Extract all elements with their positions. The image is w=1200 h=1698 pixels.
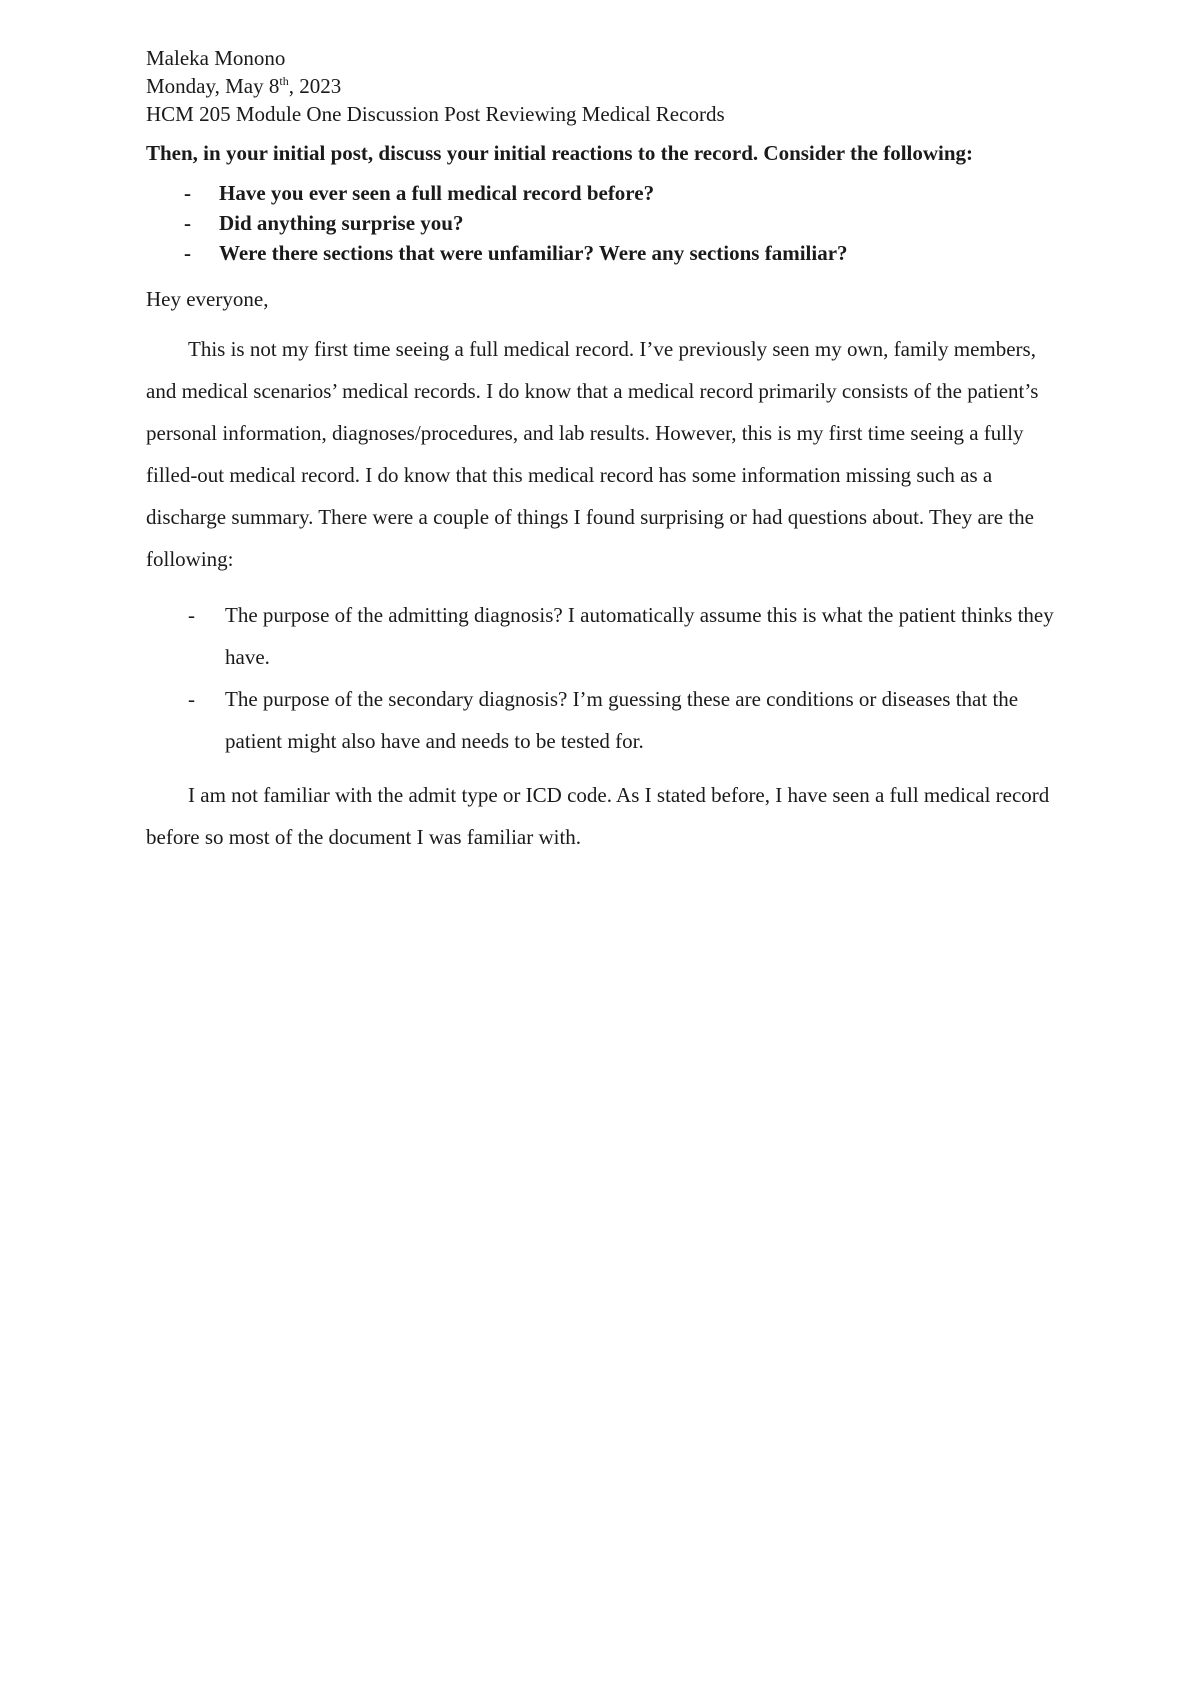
response-point (146, 594, 1066, 678)
prompt-question-text: Have you ever seen a full medical record before? (219, 181, 655, 205)
dash-bullet: - (184, 211, 191, 235)
response-point-text: The purpose of the secondary diagnosis? I’m guessing these are conditions or diseases that the patient might also have and needs to be tested for. (225, 687, 1019, 753)
document-page (146, 44, 1066, 858)
prompt-question (146, 238, 1066, 268)
dash-bullet: - (188, 687, 195, 711)
prompt-question-text: Did anything surprise you? (219, 211, 464, 235)
author-name: Maleka Monono (146, 46, 286, 70)
date-year: , 2023 (288, 74, 342, 98)
date-prefix: Monday, May 8 (146, 74, 280, 98)
prompt-question-text: Were there sections that were unfamiliar? Were any sections familiar? (219, 241, 848, 265)
prompt-question (146, 178, 1066, 208)
prompt-question (146, 208, 1066, 238)
response-paragraph-2: I am not familiar with the admit type or ICD code. As I stated before, I have seen a full medical record before so most of the document I was familiar with. (146, 783, 1050, 849)
response-paragraph-1: This is not my first time seeing a full medical record. I’ve previously seen my own, family members, and medical scenarios’ medical records. I do know that a medical record primarily consists of the patient’s personal information, diagnoses/procedures, and lab results. However, this is my first time seeing a fully filled-out medical record. I do know that this medical record has some information missing such as a discharge summary. There were a couple of things I found surprising or had questions about. They are the following: (146, 337, 1039, 571)
dash-bullet: - (184, 241, 191, 265)
response-point-list (146, 594, 1066, 762)
response-point-text: The purpose of the admitting diagnosis? I automatically assume this is what the patient thinks they have. (225, 603, 1054, 669)
greeting: Hey everyone, (146, 287, 269, 311)
course-title: HCM 205 Module One Discussion Post Reviewing Medical Records (146, 102, 725, 126)
date-ordinal-suffix: th (279, 74, 289, 88)
dash-bullet: - (188, 603, 195, 627)
dash-bullet: - (184, 181, 191, 205)
prompt-question-list (146, 178, 1066, 268)
discussion-prompt: Then, in your initial post, discuss your initial reactions to the record. Consider the following: (146, 141, 974, 165)
response-point (146, 678, 1066, 762)
post-date (146, 72, 1066, 100)
